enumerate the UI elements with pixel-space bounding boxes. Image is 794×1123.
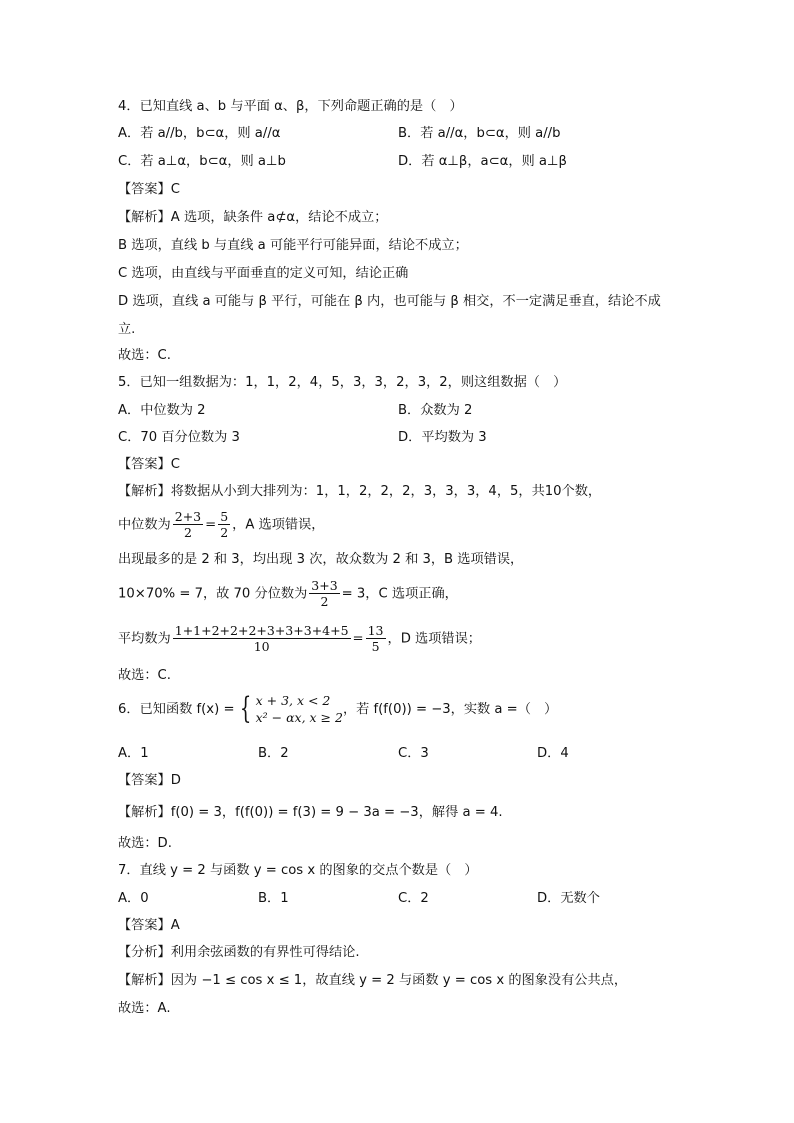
q5-mode-line: 出现最多的是 2 和 3，均出现 3 次，故众数为 2 和 3，B 选项错误， (118, 552, 524, 567)
percentile-denominator: 2 (320, 594, 329, 609)
q4-option-c: C．若 a⊥α，b⊂α，则 a⊥b (118, 154, 286, 169)
q7-stem: 7．直线 y = 2 与函数 y = cos x 的图象的交点个数是（ ） (118, 863, 478, 878)
q5-median-line (118, 509, 325, 542)
q6-option-a: A．1 (118, 746, 149, 761)
q4-analysis-1: 【解析】A 选项，缺条件 a⊄α，结论不成立； (118, 210, 388, 225)
median-denominator: 2 (183, 525, 192, 540)
percentile-fraction (309, 578, 339, 609)
mean-value-numerator: 13 (367, 623, 384, 638)
median-suffix: ，A 选项错误， (232, 517, 325, 533)
q7-answer: 【答案】A (118, 918, 180, 933)
piecewise-case-2: x² − αx, x ≥ 2 (255, 710, 343, 725)
q4-option-b: B．若 a//α，b⊂α，则 a//b (398, 126, 561, 141)
median-value-fraction (218, 509, 230, 540)
q5-option-b: B．众数为 2 (398, 403, 473, 418)
q6-stem-prefix: 6．已知函数 f(x) = (118, 702, 235, 717)
median-fraction (173, 509, 203, 540)
q7-analysis-1: 【解析】因为 −1 ≤ cos x ≤ 1，故直线 y = 2 与函数 y = cos x 的图象没有公共点， (118, 973, 628, 988)
q5-answer: 【答案】C (118, 457, 180, 472)
median-equals: = (205, 517, 217, 533)
q4-analysis-2: B 选项，直线 b 与直线 a 可能平行可能异面，结论不成立； (118, 238, 468, 253)
piecewise-function (235, 692, 343, 726)
q6-analysis-1: 【解析】f(0) = 3，f(f(0)) = f(3) = 9 − 3a = −3，解得 a = 4. (118, 805, 503, 820)
q4-stem: 4．已知直线 a、b 与平面 α、β，下列命题正确的是（ ） (118, 99, 463, 114)
q4-answer: 【答案】C (118, 182, 180, 197)
q7-fenxi: 【分析】利用余弦函数的有界性可得结论. (118, 945, 360, 960)
mean-value-denominator: 5 (371, 639, 380, 654)
median-prefix: 中位数为 (118, 517, 171, 533)
q5-option-d: D．平均数为 3 (398, 430, 487, 445)
q4-pick: 故选：C. (118, 348, 171, 363)
piecewise-cases (256, 692, 343, 726)
q7-option-a: A．0 (118, 891, 149, 906)
q5-pick: 故选：C. (118, 668, 171, 683)
piecewise-case-1: x + 3, x < 2 (255, 693, 331, 708)
q6-stem-suffix: ，若 f(f(0)) = −3，实数 a =（ ） (342, 702, 558, 717)
q4-option-d: D．若 α⊥β，a⊂α，则 a⊥β (398, 154, 567, 169)
q6-pick: 故选：D. (118, 836, 172, 851)
q6-answer: 【答案】D (118, 773, 181, 788)
percentile-numerator: 3+3 (311, 578, 338, 593)
q7-option-c: C．2 (398, 891, 429, 906)
q7-option-d: D．无数个 (537, 891, 600, 906)
percentile-prefix: 10×70% = 7，故 70 分位数为 (118, 586, 308, 602)
q6-stem (118, 692, 557, 728)
median-value-numerator: 5 (220, 509, 229, 524)
q4-option-a: A．若 a//b，b⊂α，则 a//α (118, 126, 281, 141)
q5-option-c: C．70 百分位数为 3 (118, 430, 240, 445)
mean-value-fraction (366, 623, 386, 654)
mean-prefix: 平均数为 (118, 631, 171, 647)
q4-analysis-3: C 选项，由直线与平面垂直的定义可知，结论正确 (118, 266, 409, 281)
q7-option-b: B．1 (258, 891, 289, 906)
mean-numerator: 1+1+2+2+2+3+3+3+4+5 (174, 623, 349, 638)
q7-pick: 故选：A. (118, 1001, 171, 1016)
mean-denominator: 10 (253, 639, 270, 654)
mean-equals: = (352, 631, 364, 647)
q4-analysis-5: 立. (118, 322, 136, 337)
q5-percentile-line (118, 578, 458, 611)
mean-suffix: ，D 选项错误； (387, 631, 481, 647)
q5-stem: 5．已知一组数据为：1，1，2，4，5，3，3，2，3，2，则这组数据（ ） (118, 375, 567, 390)
q6-option-b: B．2 (258, 746, 289, 761)
percentile-suffix: = 3，C 选项正确， (341, 586, 458, 602)
mean-fraction (173, 623, 351, 654)
q6-option-c: C．3 (398, 746, 429, 761)
q5-mean-line (118, 623, 481, 656)
q6-option-d: D．4 (537, 746, 569, 761)
median-value-denominator: 2 (220, 525, 229, 540)
q5-option-a: A．中位数为 2 (118, 403, 206, 418)
left-brace-icon: { (239, 691, 251, 726)
q4-analysis-4: D 选项，直线 a 可能与 β 平行，可能在 β 内，也可能与 β 相交，不一定满足垂直，结论不成 (118, 294, 661, 309)
median-numerator: 2+3 (174, 509, 202, 524)
q5-analysis-1: 【解析】将数据从小到大排列为：1，1，2，2，2，3，3，3，4，5，共10个数， (118, 484, 602, 499)
